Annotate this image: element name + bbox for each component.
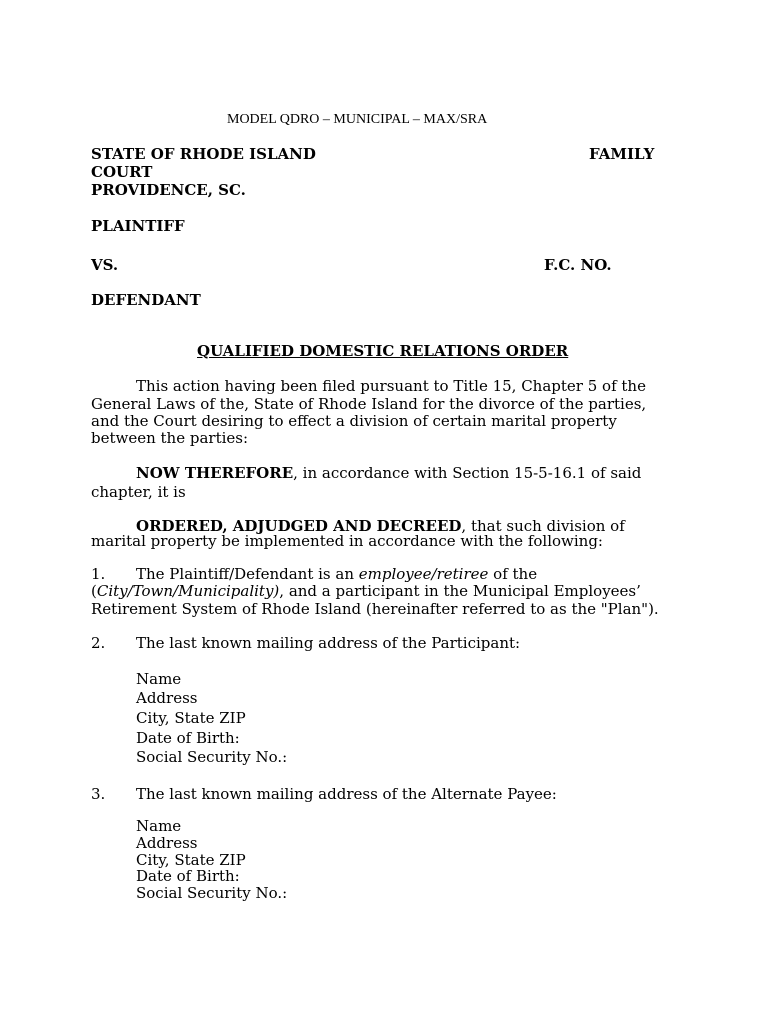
item-1-text-c: , and a participant in the Municipal Employees’: [279, 582, 641, 600]
item-1-paren: (: [91, 582, 97, 600]
defendant-label: DEFENDANT: [91, 291, 201, 309]
participant-ssn-field: Social Security No.:: [136, 748, 288, 766]
item-1-line2: [91, 583, 641, 600]
item-3-number: 3.: [91, 785, 106, 803]
item-1-text-a: The Plaintiff/Defendant is an: [136, 565, 359, 583]
item-2-number: 2.: [91, 634, 106, 652]
item-1-number: 1.: [91, 565, 106, 583]
now-therefore-bold: NOW THEREFORE: [136, 464, 294, 482]
state-label: STATE OF RHODE ISLAND: [91, 145, 316, 163]
payee-name-field: Name: [136, 817, 182, 835]
family-label: FAMILY: [589, 145, 655, 163]
item-1-italic-c: City/Town/Municipality): [96, 582, 280, 600]
page-title: QUALIFIED DOMESTIC RELATIONS ORDER: [197, 342, 569, 360]
item-3-text: The last known mailing address of the Alternate Payee:: [136, 785, 557, 803]
payee-ssn-field: Social Security No.:: [136, 884, 288, 902]
intro-line: and the Court desiring to effect a division of certain marital property: [91, 412, 617, 430]
item-2-text: The last known mailing address of the Participant:: [136, 634, 521, 652]
ordered-bold: ORDERED, ADJUDGED AND DECREED: [136, 517, 462, 535]
participant-name-field: Name: [136, 670, 182, 688]
ordered-text: , that such division of: [461, 517, 625, 535]
model-header: MODEL QDRO – MUNICIPAL – MAX/SRA: [227, 112, 488, 127]
intro-line: General Laws of the, State of Rhode Island for the divorce of the parties,: [91, 395, 647, 413]
now-therefore-line: [136, 465, 641, 482]
item-1-line1: [136, 566, 537, 583]
intro-line: between the parties:: [91, 429, 249, 447]
item-1-italic-a: employee/retiree: [358, 565, 489, 583]
now-therefore-line2: chapter, it is: [91, 483, 186, 501]
county-label: PROVIDENCE, SC.: [91, 181, 246, 199]
payee-city-field: City, State ZIP: [136, 851, 246, 869]
plaintiff-label: PLAINTIFF: [91, 217, 185, 235]
intro-line: This action having been filed pursuant to Title 15, Chapter 5 of the: [136, 377, 646, 395]
item-1-text-b: of the: [488, 565, 538, 583]
now-therefore-text: , in accordance with Section 15-5-16.1 of said: [293, 464, 642, 482]
payee-dob-field: Date of Birth:: [136, 867, 240, 885]
court-label: COURT: [91, 163, 153, 181]
participant-city-field: City, State ZIP: [136, 709, 246, 727]
payee-address-field: Address: [136, 834, 198, 852]
fc-no-label: F.C. NO.: [544, 256, 612, 274]
participant-dob-field: Date of Birth:: [136, 729, 240, 747]
vs-label: VS.: [91, 256, 119, 274]
item-1-line3: Retirement System of Rhode Island (hereinafter referred to as the "Plan").: [91, 600, 659, 618]
ordered-line2: marital property be implemented in accordance with the following:: [91, 532, 603, 550]
participant-address-field: Address: [136, 689, 198, 707]
